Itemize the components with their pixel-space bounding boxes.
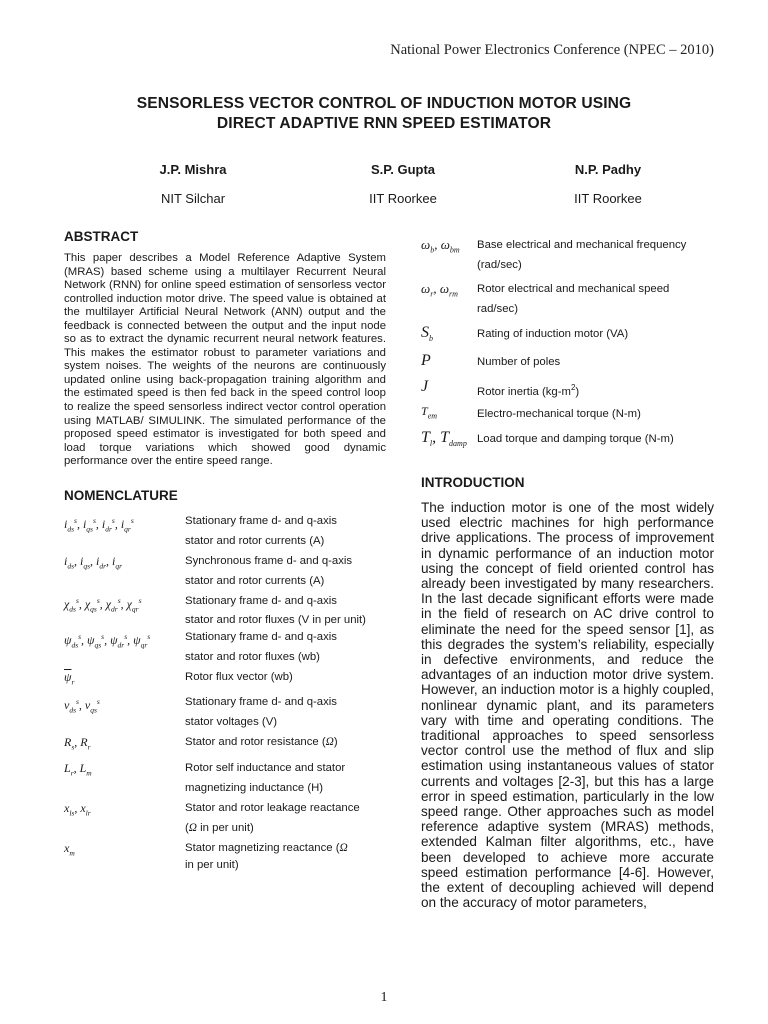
author-2 xyxy=(323,162,483,207)
conference-header: National Power Electronics Conference (NPEC – 2010) xyxy=(390,42,714,58)
symbol: $i_{ds}$, $i_{qs}$, $i_{dr}$, $i_{qr}$ xyxy=(64,553,123,571)
symbol: $\chi_{ds}^s$, $\chi_{qs}^s$, $\chi_{dr}^s$, $\chi_{qr}^s$ xyxy=(64,595,142,614)
description: Base electrical and mechanical frequency xyxy=(477,239,687,251)
symbol: $\omega_r$, $\omega_{rm}$ xyxy=(421,281,458,299)
nomenclature-item xyxy=(421,352,714,378)
description: stator and rotor fluxes (V in per unit) xyxy=(185,613,366,626)
nomenclature-item xyxy=(421,235,714,279)
nomenclature-item xyxy=(64,838,386,872)
paper-title xyxy=(0,94,768,134)
description: Stationary frame d- and q-axis xyxy=(185,696,337,709)
symbol: $x_{ls}$, $x_{lr}$ xyxy=(64,800,91,817)
nomenclature-item xyxy=(421,404,714,429)
symbol: J xyxy=(421,378,429,395)
author-affiliation: NIT Silchar xyxy=(160,191,226,206)
nomenclature-item xyxy=(64,732,386,757)
nomenclature-item xyxy=(64,798,386,838)
description: Rotor inertia $(kg-m^2)$ xyxy=(477,383,580,398)
title-line-1: SENSORLESS VECTOR CONTROL OF INDUCTION MOTOR USING xyxy=(136,95,632,112)
description: Rotor flux vector (wb) xyxy=(185,670,293,683)
description: Stator and rotor leakage reactance xyxy=(185,801,360,814)
author-affiliation: IIT Roorkee xyxy=(574,191,642,206)
title-line-2: DIRECT ADAPTIVE RNN SPEED ESTIMATOR xyxy=(216,115,552,132)
author-3 xyxy=(528,162,688,207)
symbol: P xyxy=(421,352,431,369)
description: stator and rotor fluxes (wb) xyxy=(185,650,320,663)
nomenclature-item xyxy=(64,667,386,692)
left-column xyxy=(64,229,386,872)
description: rad/sec) xyxy=(477,303,518,315)
description: Rotor self inductance and stator xyxy=(185,761,346,774)
ohm-symbol: Ω xyxy=(188,821,197,834)
symbol: $L_r$, $L_m$ xyxy=(64,760,92,777)
nomenclature-item xyxy=(64,511,386,551)
description: (rad/sec) xyxy=(477,259,522,271)
description: in per unit) xyxy=(185,858,239,871)
description: Stationary frame d- and q-axis xyxy=(185,514,337,527)
description: Rating of induction motor (VA) xyxy=(477,328,629,340)
page-number: 1 xyxy=(380,990,388,1005)
abstract-text: This paper describes a Model Reference Adaptive System (MRAS) based scheme using a multilayer Recurrent Neural Network (RNN) for online speed estimation of sensorless vector controlled induction motor drive. The speed value is obtained at the multilayer Artificial Neural Network (ANN) output and the feedback is connected between the output and the input node so as to extract the dynamic recurrent neural network features. This makes the estimator robust to parameter variations and system noises. The weights of the neurons are continuously updated online using back-propagation training algorithm and the estimated speed is then fed back in the speed control loop to realize the speed sensorless indirect vector control operation using MATLAB/ SIMULINK. The simulated performance of the proposed speed estimator is investigated for both speed and load torque variations which showed good dynamic performance over the entire speed range. xyxy=(64,252,386,468)
description: Stationary frame d- and q-axis xyxy=(185,594,337,607)
author-name: J.P. Mishra xyxy=(159,162,227,177)
description: stator and rotor currents (A) xyxy=(185,574,325,587)
nomenclature-heading: NOMENCLATURE xyxy=(64,487,178,503)
symbol: $R_s$, $R_r$ xyxy=(64,735,91,752)
symbol: $x_m$ xyxy=(64,840,75,857)
symbol: $i_{ds}^s$, $i_{qs}^s$, $i_{dr}^s$, $i_{qr}^s$ xyxy=(64,515,134,534)
description: Electro-mechanical torque (N-m) xyxy=(477,408,641,420)
description: Stationary frame d- and q-axis xyxy=(185,630,337,643)
symbol: $T_{em}$ xyxy=(421,404,438,421)
description: Stator magnetizing reactance (Ω xyxy=(185,841,348,854)
nomenclature-item xyxy=(421,429,714,455)
nomenclature-item xyxy=(64,692,386,732)
description: stator and rotor currents (A) xyxy=(185,534,325,547)
description: Number of poles xyxy=(477,356,561,368)
nomenclature-item xyxy=(421,279,714,324)
ohm-symbol: Ω xyxy=(325,736,334,749)
description: Stator and rotor resistance (Ω) xyxy=(185,736,338,749)
author-1 xyxy=(113,162,273,207)
description: magnetizing inductance (H) xyxy=(185,781,324,794)
symbol: $\omega_b$, $\omega_{bm}$ xyxy=(421,237,460,255)
introduction-heading: INTRODUCTION xyxy=(421,475,525,490)
nomenclature-item xyxy=(64,627,386,667)
symbol: $S_b$ xyxy=(421,324,433,344)
nomenclature-item xyxy=(421,324,714,352)
symbol: $T_l$, $T_{damp}$ xyxy=(421,429,467,449)
ohm-symbol: Ω xyxy=(339,841,348,854)
symbol: $v_{ds}^s$, $v_{qs}^s$ xyxy=(64,697,100,715)
right-column xyxy=(421,235,714,910)
author-name: S.P. Gupta xyxy=(370,162,436,177)
description: (Ω in per unit) xyxy=(185,821,254,834)
nomenclature-item xyxy=(64,551,386,591)
description: Synchronous frame d- and q-axis xyxy=(185,554,353,567)
description: Rotor electrical and mechanical speed xyxy=(477,283,670,295)
nomenclature-list xyxy=(64,511,386,872)
symbol: $\psi_{ds}^s$, $\psi_{qs}^s$, $\psi_{dr}^s$, $\psi_{qr}^s$ xyxy=(64,631,151,650)
description: stator voltages (V) xyxy=(185,716,278,729)
abstract-heading: ABSTRACT xyxy=(64,229,139,244)
introduction-text: The induction motor is one of the most widely used electric machines for high performance drive applications. The process of improvement in dynamic performance of an induction motor using the concept of field oriented control has already been investigated by many researchers. In the last decade significant efforts were made in the field of research on AC drive control to eliminate the need for the speed sensor [1], as this degrades the system’s reliability, especially in defective environments, and reduce the advantages of an induction motor drive system. However, an induction motor is a highly coupled, nonlinear dynamic plant, and its parameters vary with time and operating conditions. The traditional approaches to speed sensorless vector control use the method of flux and slip estimation using instantaneous values of stator currents and voltages [2-3], but this has a large error in speed estimation, particularly in the low speed range. Other approaches such as model reference adaptive system (MRAS) methods, extended Kalman filter algorithms, etc., have been developed to achieve more accurate speed estimation performance [4-6]. However, the extent of decoupling achieved will depend on the accuracy of motor parameters, xyxy=(421,500,714,911)
nomenclature-item xyxy=(421,378,714,404)
author-affiliation: IIT Roorkee xyxy=(369,191,437,206)
author-name: N.P. Padhy xyxy=(574,162,642,177)
symbol: $\overline{\psi}_r$ xyxy=(64,669,75,687)
nomenclature-item xyxy=(64,758,386,798)
nomenclature-item xyxy=(64,591,386,627)
description: Load torque and damping torque (N-m) xyxy=(477,433,674,445)
